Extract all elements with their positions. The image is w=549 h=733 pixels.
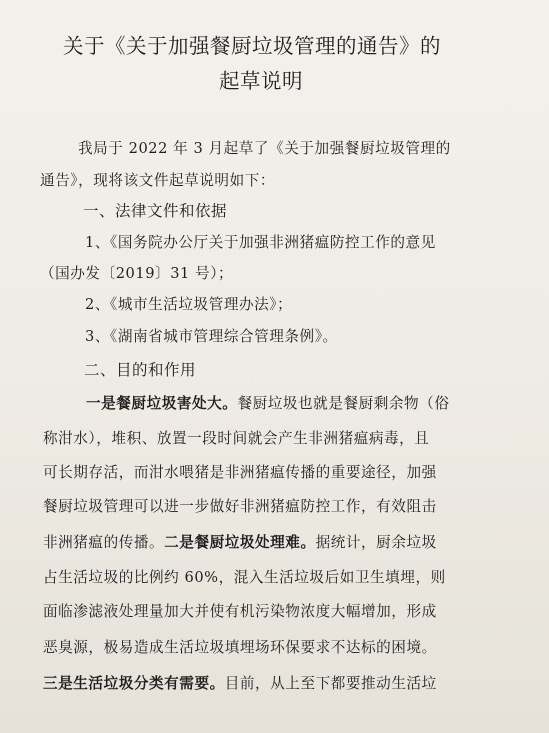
intro-line-1: 我局于 2022 年 3 月起草了《关于加强餐厨垃圾管理的 [78, 140, 451, 157]
paragraph-2-line-2: 占生活垃圾的比例约 60%，混入生活垃圾后如卫生填埋，则 [43, 569, 446, 586]
section-1-item-1-line-2: （国办发〔2019〕31 号）； [40, 265, 234, 282]
paragraph-3-lead: 三是生活垃圾分类有需要。 [43, 675, 225, 692]
paragraph-2-line-3: 面临渗滤液处理量加大并使有机污染物浓度大幅增加，形成 [43, 603, 437, 620]
paragraph-1-line-3: 可长期存活，而泔水喂猪是非洲猪瘟传播的重要途径，加强 [43, 464, 437, 481]
paragraph-1-line-1 [86, 397, 449, 412]
section-1-heading: 一、法律文件和依据 [83, 202, 228, 220]
paragraph-1-line-4: 餐厨垃圾管理可以进一步做好非洲猪瘟防控工作，有效阻击 [43, 498, 437, 515]
paragraph-3-line-1 [43, 677, 437, 692]
paragraph-1-line-1-text: 餐厨垃圾也就是餐厨剩余物（俗 [237, 395, 450, 412]
paragraph-1-end: 非洲猪瘟的传播。 [43, 534, 165, 551]
paragraph-2-lead: 二是餐厨垃圾处理难。 [164, 534, 316, 551]
paragraph-2-line-4: 恶臭源，极易造成生活垃圾填埋场环保要求不达标的困境。 [43, 639, 437, 656]
title-line-2: 起草说明 [219, 69, 303, 93]
intro-line-2: 通告》，现将该文件起草说明如下： [40, 172, 276, 189]
section-1-item-2: 2、《城市生活垃圾管理办法》； [85, 296, 293, 313]
paragraph-1-lead: 一是餐厨垃圾害处大。 [86, 395, 238, 412]
section-1-item-1-line-1: 1、《国务院办公厅关于加强非洲猪瘟防控工作的意见 [85, 234, 436, 251]
paragraph-1-line-2: 称泔水），堆积、放置一段时间就会产生非洲猪瘟病毒，且 [43, 430, 430, 447]
paragraph-3-line-1-text: 目前，从上至下都要推动生活垃 [224, 675, 437, 692]
title-line-1: 关于《关于加强餐厨垃圾管理的通告》的 [63, 34, 441, 58]
section-2-heading: 二、目的和作用 [84, 361, 197, 379]
paragraph-2-line-1-text: 据统计，厨余垃圾 [315, 534, 437, 551]
section-1-item-3: 3、《湖南省城市管理综合管理条例》。 [85, 328, 338, 345]
paragraph-1-line-5 [43, 536, 437, 551]
